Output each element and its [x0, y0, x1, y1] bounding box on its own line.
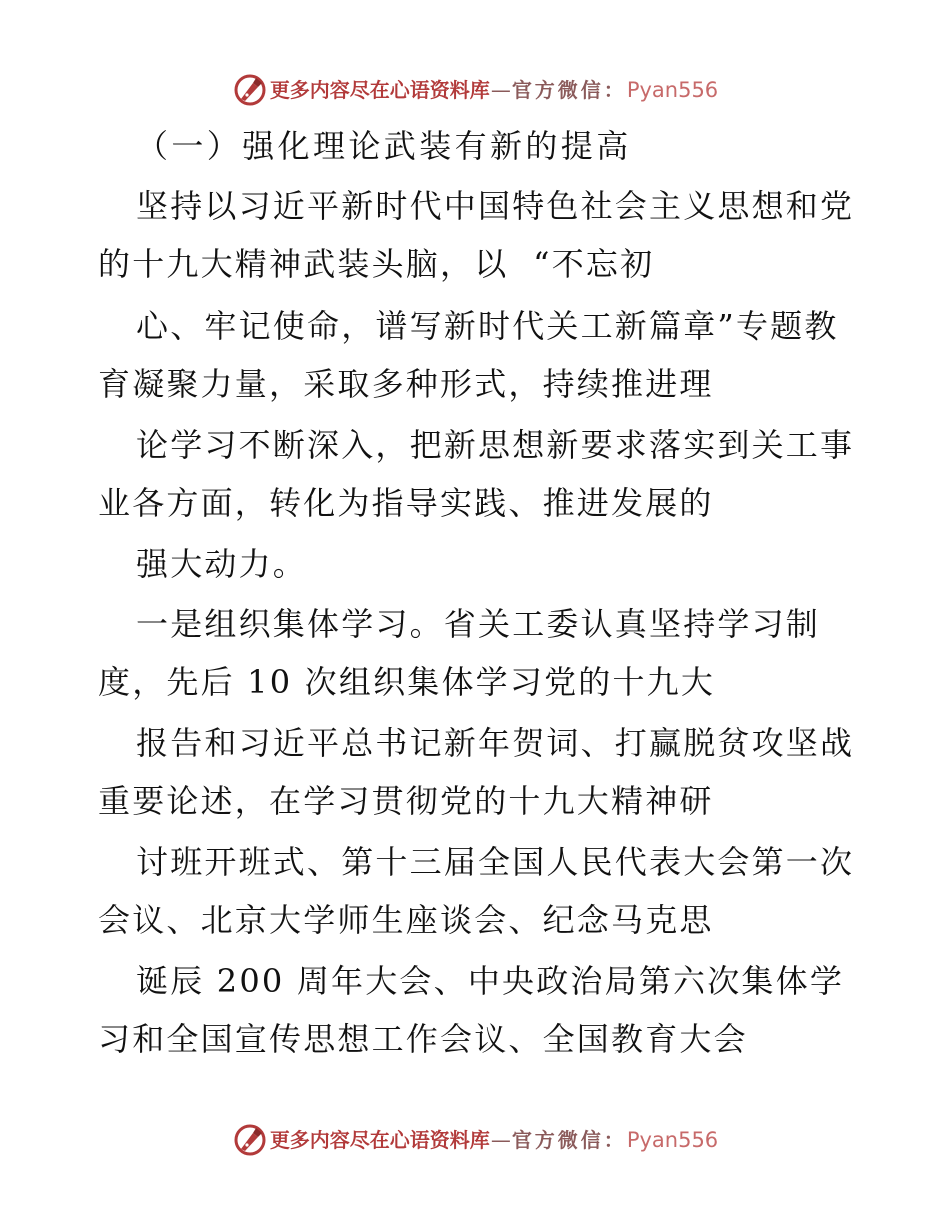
watermark-dash: —	[490, 78, 511, 102]
section-heading: （一）强化理论武装有新的提高	[136, 127, 632, 165]
paragraph-line: 强大动力。	[136, 545, 308, 583]
watermark-text	[269, 77, 719, 102]
watermark-wechat-handle: Pyan556	[626, 1127, 719, 1152]
pen-nib-circle-icon	[232, 1122, 268, 1158]
watermark-dash: —	[490, 1128, 511, 1152]
paragraph-line: 论学习不断深入，把新思想新要求落实到关工事	[136, 426, 855, 464]
pen-nib-circle-icon	[232, 72, 268, 108]
watermark-official-label: 官方微信：	[511, 78, 627, 102]
paragraph-line: 的十九大精神武装头脑，以 “不忘初	[98, 245, 655, 283]
watermark-text	[269, 1127, 719, 1152]
watermark-header	[0, 70, 950, 110]
watermark-brand: 更多内容尽在心语资料库	[269, 1128, 490, 1152]
paragraph-line: 会议、北京大学师生座谈会、纪念马克思	[98, 901, 714, 939]
watermark-footer	[0, 1120, 950, 1160]
paragraph-line: 习和全国宣传思想工作会议、全国教育大会	[98, 1020, 748, 1058]
paragraph-line: 报告和习近平总书记新年贺词、打赢脱贫攻坚战	[136, 724, 855, 762]
paragraph-line: 一是组织集体学习。省关工委认真坚持学习制	[136, 605, 821, 643]
paragraph-line: 坚持以习近平新时代中国特色社会主义思想和党	[136, 187, 855, 225]
watermark-wechat-handle: Pyan556	[626, 77, 719, 102]
paragraph-line: 诞辰 200 周年大会、中央政治局第六次集体学	[136, 962, 845, 1000]
watermark-official-label: 官方微信：	[511, 1128, 627, 1152]
paragraph-line: 育凝聚力量，采取多种形式，持续推进理	[98, 365, 714, 403]
paragraph-line: 重要论述，在学习贯彻党的十九大精神研	[98, 782, 714, 820]
paragraph-line: 度，先后 10 次组织集体学习党的十九大	[98, 663, 716, 701]
paragraph-line: 心、牢记使命，谱写新时代关工新篇章”专题教	[136, 307, 839, 345]
paragraph-line: 讨班开班式、第十三届全国人民代表大会第一次	[136, 843, 855, 881]
paragraph-line: 业各方面，转化为指导实践、推进发展的	[98, 484, 714, 522]
watermark-brand: 更多内容尽在心语资料库	[269, 78, 490, 102]
